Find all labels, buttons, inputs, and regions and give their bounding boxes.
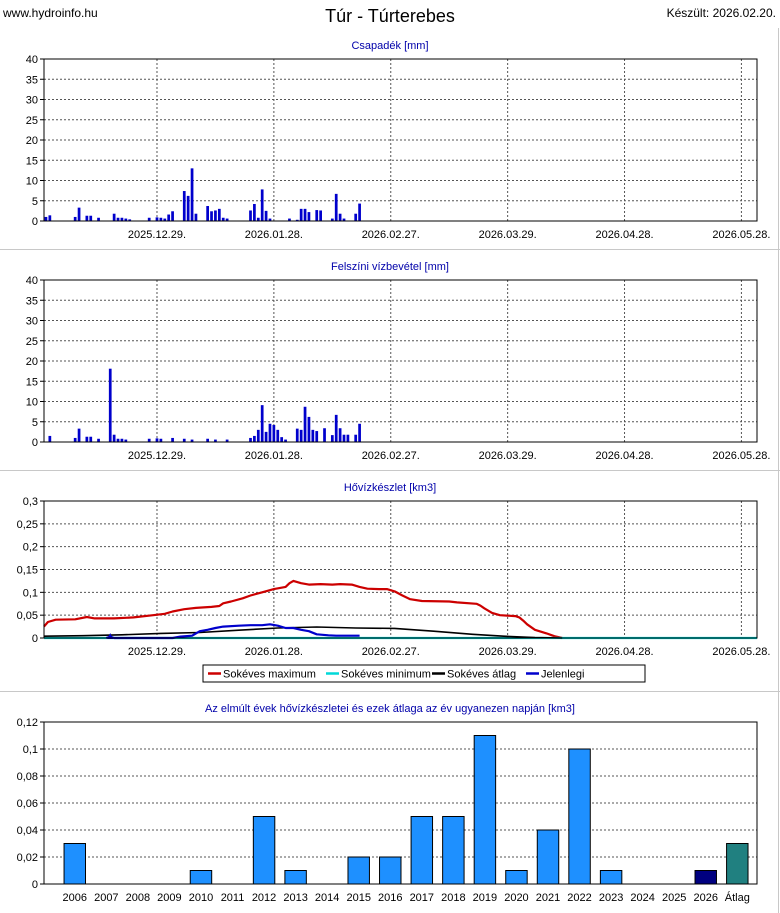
chart-snow-storage (0, 478, 780, 690)
bar (315, 210, 318, 221)
x-tick-label: 2012 (251, 892, 277, 904)
y-tick-label: 5 (31, 195, 38, 208)
bar (210, 211, 213, 221)
bar (339, 428, 342, 442)
y-tick-label: 20 (25, 356, 38, 368)
bar (335, 194, 338, 221)
y-tick-label: 0 (31, 216, 38, 228)
y-tick-label: 0,05 (16, 610, 38, 623)
x-tick-label: 2026.02.27. (361, 229, 420, 241)
bar (358, 424, 361, 442)
bar (348, 857, 369, 884)
y-tick-label: 20 (25, 135, 38, 147)
x-tick-label: 2026.03.29. (478, 646, 537, 658)
y-tick-label: 5 (31, 416, 38, 429)
bar (167, 215, 170, 221)
bar (48, 436, 51, 442)
bar (411, 817, 432, 885)
x-tick-label: 2022 (567, 892, 592, 904)
x-tick-label: 2017 (409, 892, 435, 904)
bar (191, 168, 194, 221)
y-tick-label: 10 (25, 175, 38, 188)
y-tick-label: 15 (25, 376, 38, 389)
y-tick-label: 0,08 (16, 771, 38, 783)
bar (48, 215, 51, 221)
bar (113, 435, 116, 442)
y-tick-label: 0,25 (16, 518, 38, 531)
bar (358, 204, 361, 221)
bar (311, 430, 314, 442)
y-tick-label: 0,15 (16, 564, 38, 577)
x-tick-label: 2026.01.28. (244, 646, 303, 658)
legend-label: Jelenlegi (541, 668, 585, 681)
x-tick-label: 2016 (378, 892, 403, 904)
bar (253, 204, 256, 221)
y-tick-label: 30 (25, 94, 38, 107)
bar (218, 209, 221, 221)
x-tick-label: 2026.03.29. (478, 450, 537, 462)
bar (171, 438, 174, 442)
x-tick-label: 2013 (283, 892, 308, 904)
bar (354, 214, 357, 221)
chart-title: Hővízkészlet [km3] (343, 482, 437, 494)
bar (304, 209, 307, 221)
bar (74, 217, 77, 221)
bar (156, 438, 159, 442)
bar (308, 417, 311, 442)
bar (249, 210, 252, 221)
legend-label: Sokéves maximum (223, 668, 316, 681)
x-tick-label: 2026 (693, 892, 718, 904)
x-tick-label: 2026.01.28. (244, 450, 303, 462)
chart-title: Felszíni vízbevétel [mm] (331, 261, 449, 273)
y-tick-label: 0,3 (22, 496, 38, 508)
bar (109, 369, 112, 442)
bar (308, 212, 311, 221)
bar (323, 428, 326, 442)
y-tick-label: 0 (31, 437, 38, 449)
x-tick-label: 2026.01.28. (244, 229, 303, 241)
bar (253, 436, 256, 442)
bar (296, 429, 299, 442)
x-tick-label: 2006 (62, 892, 88, 904)
bar (113, 214, 116, 221)
bar (280, 437, 283, 442)
x-tick-label: 2026.02.27. (361, 450, 420, 462)
bar (156, 217, 159, 221)
bar (443, 817, 464, 885)
panel-surface-withdrawal (0, 257, 780, 469)
x-tick-label: 2026.02.27. (361, 646, 420, 658)
x-tick-label: 2025 (661, 892, 687, 904)
y-tick-label: 0,1 (22, 744, 38, 756)
bar (319, 210, 322, 221)
chart-yearly-snow (0, 699, 780, 911)
bar (78, 208, 81, 221)
panel-precipitation (0, 36, 780, 248)
x-tick-label: Átlag (724, 892, 750, 904)
legend-label: Sokéves minimum (341, 668, 431, 681)
y-tick-label: 10 (25, 396, 38, 409)
y-tick-label: 25 (25, 114, 38, 127)
bar (253, 817, 274, 885)
legend-label: Sokéves átlag (447, 668, 517, 681)
x-tick-label: 2018 (441, 892, 466, 904)
bar (261, 189, 264, 221)
bar (74, 438, 77, 442)
site-url: www.hydroinfo.hu (3, 6, 98, 20)
x-tick-label: 2026.03.29. (478, 229, 537, 241)
x-tick-label: 2025.12.29. (127, 229, 187, 241)
x-tick-label: 2014 (314, 892, 340, 904)
y-tick-label: 0,02 (16, 852, 38, 864)
bar (45, 217, 48, 221)
bar (171, 211, 174, 221)
y-tick-label: 30 (25, 315, 38, 328)
x-tick-label: 2025.12.29. (127, 646, 187, 658)
bar (276, 430, 279, 442)
bar (537, 830, 558, 884)
page-title: Túr - Túrterebes (325, 6, 455, 26)
bar (315, 431, 318, 442)
x-tick-label: 2024 (630, 892, 655, 904)
chart-precipitation (0, 36, 780, 248)
bar (257, 430, 260, 442)
x-tick-label: 2009 (157, 892, 182, 904)
bar (265, 432, 268, 442)
bar (569, 749, 590, 884)
y-tick-label: 0,12 (16, 717, 38, 729)
bar (89, 216, 92, 221)
bar (695, 871, 716, 885)
bar (261, 405, 264, 442)
chart-title: Csapadék [mm] (351, 40, 429, 52)
bar (304, 407, 307, 442)
bar (335, 415, 338, 442)
y-tick-label: 35 (25, 295, 38, 308)
bar (300, 430, 303, 442)
x-tick-label: 2023 (598, 892, 624, 904)
x-tick-label: 2026.04.28. (595, 646, 654, 658)
y-tick-label: 25 (25, 335, 38, 348)
bar (331, 435, 334, 442)
bar (195, 214, 198, 221)
y-tick-label: 15 (25, 155, 38, 168)
chart-title: Az elmúlt évek hővízkészletei és ezek átlaga az év ugyanezen napján [km3] (205, 703, 575, 715)
x-tick-label: 2019 (472, 892, 498, 904)
y-tick-label: 35 (25, 74, 38, 87)
x-tick-label: 2026.05.28. (712, 646, 771, 658)
x-tick-label: 2026.05.28. (712, 229, 771, 241)
panel-yearly (0, 699, 780, 911)
bar (85, 437, 88, 442)
y-tick-label: 0,06 (16, 798, 38, 810)
y-tick-label: 0,2 (22, 541, 38, 554)
bar (727, 844, 748, 885)
y-tick-label: 40 (25, 54, 38, 66)
created-date: Készült: 2026.02.20. (666, 6, 776, 20)
bar (600, 871, 621, 885)
chart-surface-withdrawal (0, 257, 780, 469)
bar (347, 435, 350, 442)
divider (0, 470, 780, 471)
series-line-average (44, 627, 562, 638)
x-tick-label: 2011 (220, 892, 245, 904)
bar (190, 871, 211, 885)
bar (285, 871, 306, 885)
bar (343, 435, 346, 442)
bar (273, 425, 276, 442)
bar (78, 429, 81, 442)
x-tick-label: 2021 (535, 892, 561, 904)
bar (64, 844, 85, 885)
bar (269, 424, 272, 442)
y-tick-label: 0,1 (22, 587, 38, 600)
bar (300, 209, 303, 221)
bar (339, 214, 342, 221)
panel-snow-storage (0, 478, 780, 690)
x-tick-label: 2020 (504, 892, 529, 904)
x-tick-label: 2025.12.29. (127, 450, 187, 462)
divider (0, 249, 780, 250)
x-tick-label: 2026.04.28. (595, 229, 654, 241)
bar (474, 736, 495, 885)
divider (0, 691, 780, 692)
bar (206, 206, 209, 221)
x-tick-label: 2010 (188, 892, 214, 904)
y-tick-label: 0 (31, 633, 38, 645)
bar (249, 438, 252, 442)
y-tick-label: 0,04 (16, 825, 38, 837)
bar (214, 210, 217, 221)
bar (183, 191, 186, 221)
bar (506, 871, 527, 885)
bar (187, 196, 190, 221)
x-tick-label: 2015 (346, 892, 371, 904)
x-tick-label: 2008 (125, 892, 151, 904)
x-tick-label: 2026.04.28. (595, 450, 654, 462)
bar (89, 437, 92, 442)
y-tick-label: 0 (31, 879, 38, 891)
bar (354, 435, 357, 442)
y-tick-label: 40 (25, 275, 38, 287)
bar (85, 216, 88, 221)
bar (380, 857, 401, 884)
x-tick-label: 2026.05.28. (712, 450, 771, 462)
x-tick-label: 2007 (94, 892, 119, 904)
bar (265, 211, 268, 221)
